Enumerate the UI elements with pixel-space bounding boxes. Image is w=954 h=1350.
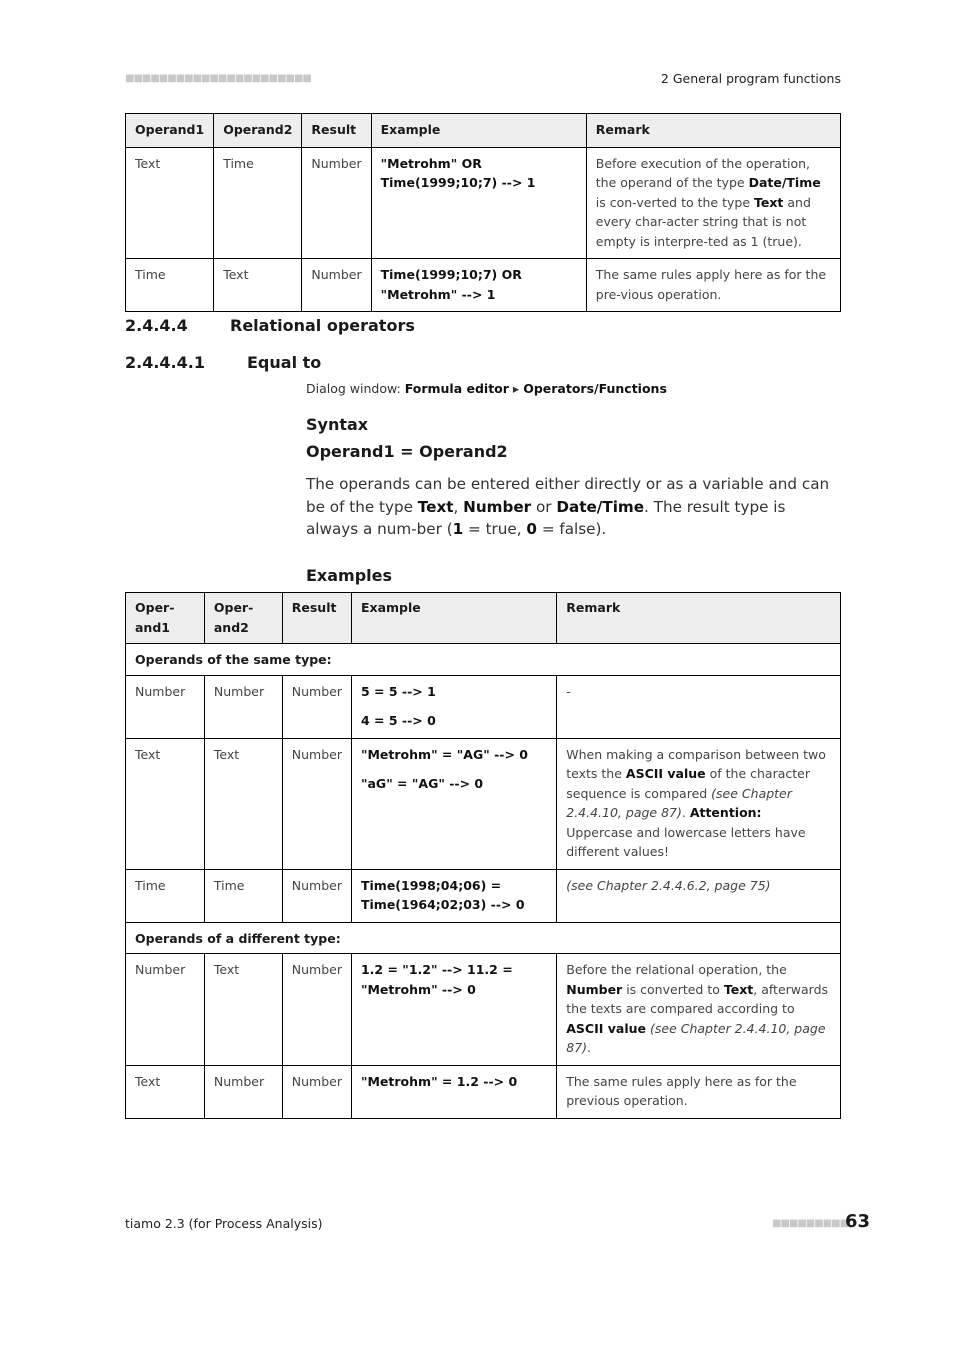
col-header-operand1: Oper-and1 — [126, 593, 205, 644]
col-header-remark: Remark — [557, 593, 841, 644]
cell-example: 1.2 = "1.2" --> 11.2 = "Metrohm" --> 0 — [351, 954, 556, 1066]
group-row — [126, 922, 841, 954]
cell-remark: (see Chapter 2.4.4.6.2, page 75) — [557, 869, 841, 922]
cell-remark: The same rules apply here as for the pre-vious operation. — [586, 259, 840, 312]
cell-result: Number — [282, 954, 351, 1066]
table-header-row — [126, 114, 841, 148]
cell-result: Number — [282, 675, 351, 738]
cell-operand1: Text — [126, 147, 214, 259]
cell-example: 5 = 5 --> 1 4 = 5 --> 0 — [351, 675, 556, 738]
cell-result: Number — [282, 1065, 351, 1118]
cell-operand1: Number — [126, 954, 205, 1066]
cell-remark: When making a comparison between two texts the ASCII value of the character sequence is compared (see Chapter 2.4.4.10, page 87). Attention: Uppercase and lowercase letters have different values! — [557, 738, 841, 869]
cell-operand2: Text — [214, 259, 302, 312]
section-number: 2.4.4.4 — [125, 316, 188, 335]
cell-remark: The same rules apply here as for the previous operation. — [557, 1065, 841, 1118]
cell-example: "Metrohm" = "AG" --> 0 "aG" = "AG" --> 0 — [351, 738, 556, 869]
table-row — [126, 259, 841, 312]
menu-arrow-icon: ▸ — [512, 381, 520, 396]
equal-to-examples-table — [125, 592, 841, 1119]
cell-operand1: Time — [126, 869, 205, 922]
cell-operand2: Time — [214, 147, 302, 259]
cell-operand1: Number — [126, 675, 205, 738]
description-paragraph: The operands can be entered either directly or as a variable and can be of the type Text, Number or Date/Time. The result type is always a num-ber (1 = true, 0 = false). — [306, 475, 830, 538]
group-row — [126, 644, 841, 676]
col-header-example: Example — [351, 593, 556, 644]
cell-example: "Metrohm" OR Time(1999;10;7) --> 1 — [371, 147, 586, 259]
section-title: Relational operators — [230, 316, 415, 335]
table-row — [126, 954, 841, 1066]
cell-example: "Metrohm" = 1.2 --> 0 — [351, 1065, 556, 1118]
col-header-operand2: Oper-and2 — [204, 593, 282, 644]
group-label-different-type: Operands of a different type: — [126, 922, 841, 954]
dialog-window-path: Dialog window: Formula editor ▸ Operators/Functions — [306, 381, 667, 396]
cell-remark: - — [557, 675, 841, 738]
cell-operand2: Number — [204, 1065, 282, 1118]
cell-operand1: Time — [126, 259, 214, 312]
header-chapter: 2 General program functions — [660, 71, 841, 86]
cell-operand2: Text — [204, 738, 282, 869]
cell-result: Number — [282, 738, 351, 869]
cell-result: Number — [282, 869, 351, 922]
col-header-operand1: Operand1 — [126, 114, 214, 148]
cell-operand1: Text — [126, 738, 205, 869]
col-header-operand2: Operand2 — [214, 114, 302, 148]
cell-result: Number — [302, 147, 371, 259]
subsection-number: 2.4.4.4.1 — [125, 353, 205, 372]
subsection-title: Equal to — [247, 353, 322, 372]
col-header-remark: Remark — [586, 114, 840, 148]
group-label-same-type: Operands of the same type: — [126, 644, 841, 676]
table-row — [126, 738, 841, 869]
cell-operand1: Text — [126, 1065, 205, 1118]
cell-remark: Before the relational operation, the Number is converted to Text, afterwards the texts are compared according to ASCII value (see Chapter 2.4.4.10, page 87). — [557, 954, 841, 1066]
footer-product-name: tiamo 2.3 (for Process Analysis) — [125, 1216, 323, 1231]
operator-table-continued — [125, 113, 841, 312]
col-header-result: Result — [302, 114, 371, 148]
cell-operand2: Number — [204, 675, 282, 738]
table-header-row — [126, 593, 841, 644]
syntax-heading: Syntax — [306, 415, 369, 434]
examples-heading: Examples — [306, 566, 393, 585]
table-row — [126, 1065, 841, 1118]
footer-squares: ■■■■■■■■■ — [772, 1218, 849, 1229]
page-number: 63 — [845, 1211, 871, 1232]
cell-result: Number — [302, 259, 371, 312]
col-header-result: Result — [282, 593, 351, 644]
cell-example: Time(1998;04;06) = Time(1964;02;03) --> 0 — [351, 869, 556, 922]
cell-remark: Before execution of the operation, the operand of the type Date/Time is con-verted to the type Text and every char-acter string that is not empty is interpre-ted as 1 (true). — [586, 147, 840, 259]
syntax-expression: Operand1 = Operand2 — [306, 442, 508, 461]
cell-operand2: Text — [204, 954, 282, 1066]
cell-operand2: Time — [204, 869, 282, 922]
cell-example: Time(1999;10;7) OR "Metrohm" --> 1 — [371, 259, 586, 312]
header-squares: ■■■■■■■■■■■■■■■■■■■■■■ — [125, 73, 311, 84]
table-row — [126, 675, 841, 738]
table-row — [126, 147, 841, 259]
col-header-example: Example — [371, 114, 586, 148]
table-row — [126, 869, 841, 922]
